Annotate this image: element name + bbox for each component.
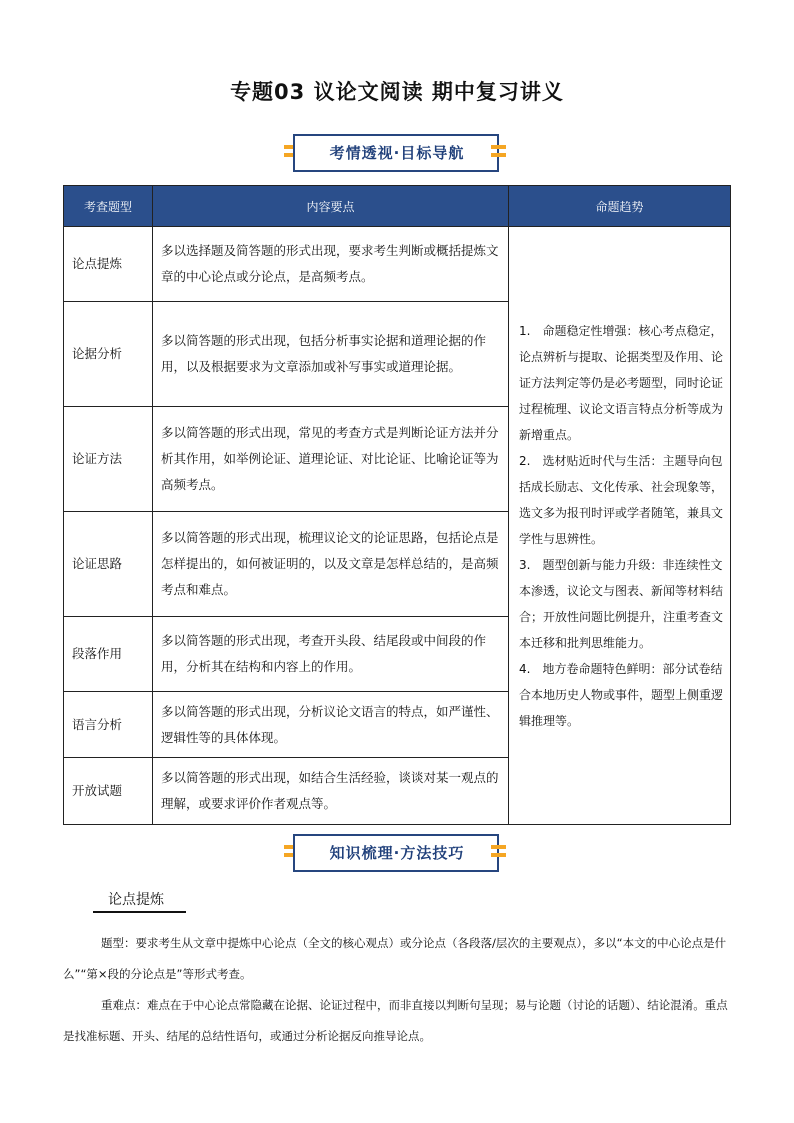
trend-item: 4. 地方卷命题特色鲜明：部分试卷结合本地历史人物或事件，题型上侧重逻辑推理等。 [519,661,724,728]
banner-knowledge-methods [288,834,506,874]
row-type: 论证方法 [64,407,153,512]
section-heading-underline [93,911,186,913]
table-header-row [64,186,731,227]
header-content-points: 内容要点 [153,186,509,227]
row-type: 开放试题 [64,758,153,825]
trend-item: 1. 命题稳定性增强：核心考点稳定，论点辨析与提取、论据类型及作用、论证方法判定等仍是必考题型，同时论证过程梳理、议论文语言特点分析等成为新增重点。 [519,323,724,442]
row-content: 多以简答题的形式出现，分析议论文语言的特点，如严谨性、逻辑性等的具体体现。 [153,692,509,758]
banner-exam-overview [288,134,506,174]
row-type: 论证思路 [64,512,153,617]
row-type: 论点提炼 [64,227,153,302]
table-row [64,227,731,302]
exam-overview-table [63,185,731,825]
banner-label: 考情透视·目标导航 [329,144,465,162]
trend-item: 2. 选材贴近时代与生活：主题导向包括成长励志、文化传承、社会现象等，选文多为报刊时评或学者随笔，兼具文学性与思辨性。 [519,453,724,546]
page-title: 专题03 议论文阅读 期中复习讲义 [230,80,564,104]
paragraph-key-difficulty: 重难点：难点在于中心论点常隐藏在论据、论证过程中，而非直接以判断句呈现；易与论题（讨论的话题）、结论混淆。重点是找准标题、开头、结尾的总结性语句，或通过分析论据反向推导论点。 [63,998,728,1043]
row-type: 语言分析 [64,692,153,758]
row-content: 多以简答题的形式出现，如结合生活经验，谈谈对某一观点的理解，或要求评价作者观点等。 [153,758,509,825]
trend-item: 3. 题型创新与能力升级：非连续性文本渗透，议论文与图表、新闻等材料结合；开放性问题比例提升，注重考查文本迁移和批判思维能力。 [519,557,724,650]
row-content: 多以简答题的形式出现，梳理议论文的论证思路，包括论点是怎样提出的，如何被证明的，以及文章是怎样总结的，是高频考点和难点。 [153,512,509,617]
section-heading: 论点提炼 [108,892,164,908]
row-content: 多以选择题及简答题的形式出现，要求考生判断或概括提炼文章的中心论点或分论点，是高频考点。 [153,227,509,302]
row-content: 多以简答题的形式出现，常见的考查方式是判断论证方法并分析其作用，如举例论证、道理论证、对比论证、比喻论证等为高频考点。 [153,407,509,512]
banner-label: 知识梳理·方法技巧 [329,844,465,862]
row-type: 论据分析 [64,302,153,407]
header-question-type: 考查题型 [64,186,153,227]
trend-cell [509,227,731,825]
header-trend: 命题趋势 [509,186,731,227]
row-content: 多以简答题的形式出现，考查开头段、结尾段或中间段的作用，分析其在结构和内容上的作用。 [153,617,509,692]
row-content: 多以简答题的形式出现，包括分析事实论据和道理论据的作用，以及根据要求为文章添加或补写事实或道理论据。 [153,302,509,407]
row-type: 段落作用 [64,617,153,692]
paragraph-question-type: 题型：要求考生从文章中提炼中心论点（全文的核心观点）或分论点（各段落/层次的主要观点），多以“本文的中心论点是什么”“第×段的分论点是”等形式考查。 [63,936,727,981]
